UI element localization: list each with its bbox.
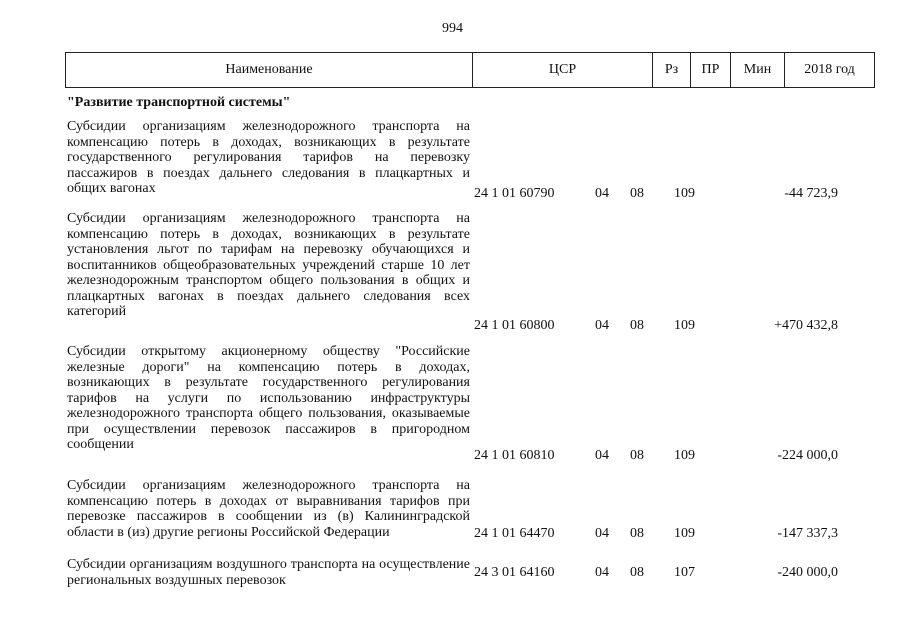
row-min: 109 xyxy=(674,318,695,333)
row-rz: 04 xyxy=(595,526,609,541)
row-min: 107 xyxy=(674,565,695,580)
table-row xyxy=(67,119,875,199)
section-title: "Развитие транспортной системы" xyxy=(67,95,291,110)
row-pr: 08 xyxy=(630,448,644,463)
row-amount: -224 000,0 xyxy=(777,448,838,463)
header-pr: ПР xyxy=(691,53,731,87)
header-rz: Рз xyxy=(653,53,691,87)
row-description: Субсидии организациям железнодорожного транспорта на компенсацию потерь в доходах, возникающих в результате государственного регулирования тарифов на перевозку пассажиров в поездах дальнего следования в плацкартных и общих вагонах xyxy=(67,119,470,196)
header-name: Наименование xyxy=(66,53,473,87)
row-amount: -240 000,0 xyxy=(777,565,838,580)
row-csr: 24 1 01 60790 xyxy=(474,186,555,201)
row-min: 109 xyxy=(674,526,695,541)
row-rz: 04 xyxy=(595,448,609,463)
row-min: 109 xyxy=(674,448,695,463)
row-pr: 08 xyxy=(630,318,644,333)
row-csr: 24 1 01 64470 xyxy=(474,526,555,541)
row-description: Субсидии организациям воздушного транспорта на осуществление региональных воздушных перевозок xyxy=(67,557,470,588)
row-amount: -147 337,3 xyxy=(777,526,838,541)
row-csr: 24 1 01 60800 xyxy=(474,318,555,333)
header-csr: ЦСР xyxy=(473,53,653,87)
page-number: 994 xyxy=(442,21,463,36)
row-description: Субсидии организациям железнодорожного транспорта на компенсацию потерь в доходах от выравнивания тарифов при перевозке пассажиров в сообщении из (в) Калининградской области в (из) другие регионы Российской Федерации xyxy=(67,478,470,540)
row-min: 109 xyxy=(674,186,695,201)
table-row xyxy=(67,211,875,333)
row-description: Субсидии открытому акционерному обществу "Российские железные дороги" на компенсацию потерь в доходах, возникающих в результате государственного регулирования тарифов на услуги по использованию инфраструктуры железнодорожного транспорта общего пользования, оказываемые при осуществлении перевозок пассажиров в пригородном сообщении xyxy=(67,344,470,452)
row-csr: 24 1 01 60810 xyxy=(474,448,555,463)
table-row xyxy=(67,344,875,463)
header-min: Мин xyxy=(731,53,785,87)
row-pr: 08 xyxy=(630,186,644,201)
row-rz: 04 xyxy=(595,565,609,580)
row-description: Субсидии организациям железнодорожного транспорта на компенсацию потерь в доходах, возникающих в результате установления льгот по тарифам на перевозку обучающихся и воспитанников общеобразовательных учреждений старше 10 лет железнодорожным транспортом общего пользования в общих и плацкартных вагонах в поездах дальнего следования всех категорий xyxy=(67,211,470,319)
table-header xyxy=(65,52,875,88)
row-pr: 08 xyxy=(630,526,644,541)
row-amount: +470 432,8 xyxy=(774,318,838,333)
table-row xyxy=(67,478,875,542)
row-rz: 04 xyxy=(595,186,609,201)
row-amount: -44 723,9 xyxy=(784,186,838,201)
header-year: 2018 год xyxy=(804,62,855,77)
row-pr: 08 xyxy=(630,565,644,580)
row-csr: 24 3 01 64160 xyxy=(474,565,555,580)
row-rz: 04 xyxy=(595,318,609,333)
table-row xyxy=(67,557,875,593)
